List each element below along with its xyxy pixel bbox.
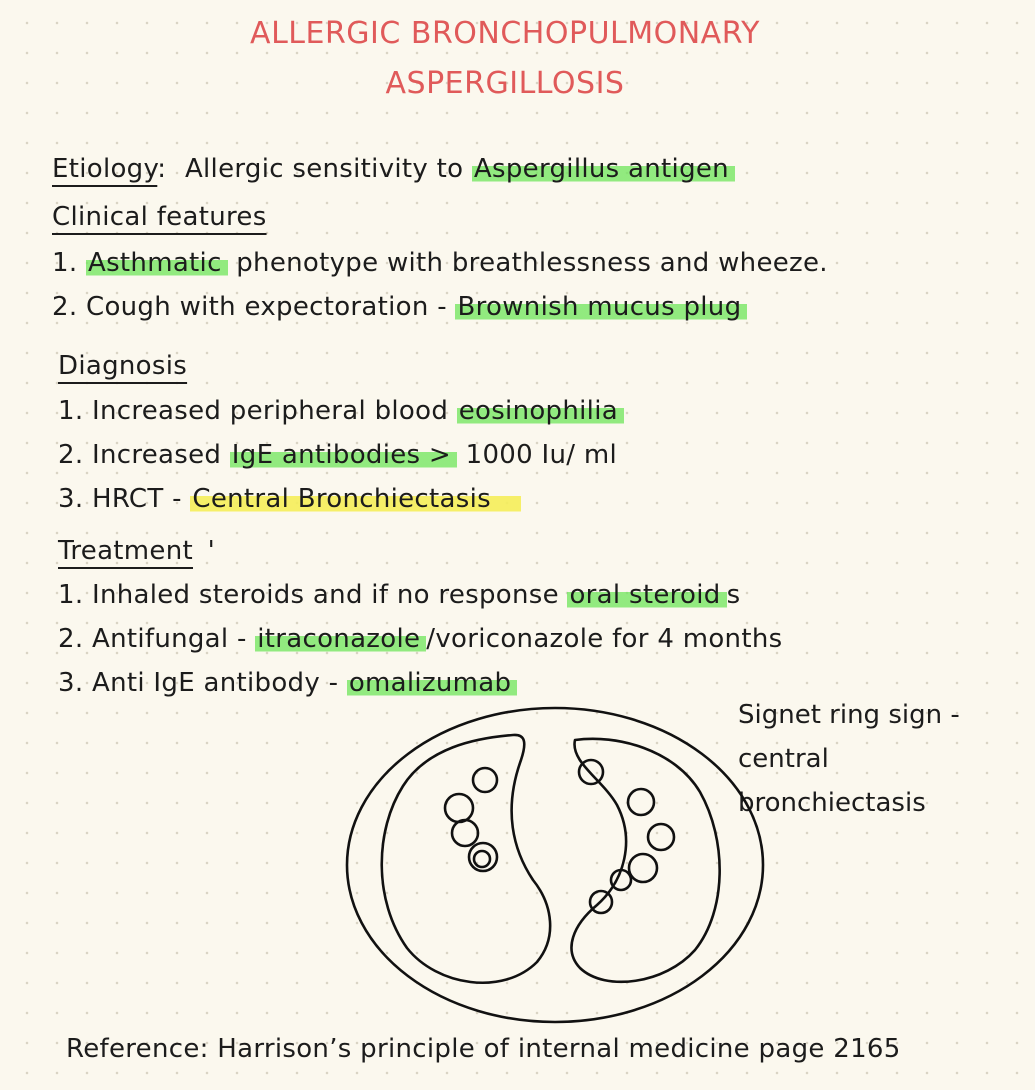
left-lung-outline bbox=[382, 735, 550, 983]
etiology-colon: : bbox=[157, 154, 167, 184]
diagnosis-item-2 bbox=[58, 440, 617, 470]
diagnosis-item-3 bbox=[58, 484, 521, 514]
diagnosis-item-2-text: Increased bbox=[91, 440, 230, 470]
clinical-item-1-text: phenotype with breathlessness and wheeze. bbox=[227, 248, 828, 278]
treatment-item-1-highlight: oral steroid bbox=[567, 580, 726, 610]
diagnosis-item-3-text: HRCT - bbox=[91, 484, 191, 514]
figure-caption-line-3: bronchiectasis bbox=[738, 788, 926, 818]
item-number: 2. bbox=[58, 624, 92, 654]
diagnosis-item-3-highlight: Central Bronchiectasis bbox=[190, 484, 521, 514]
treatment-item-3-text: Anti IgE antibody - bbox=[91, 668, 347, 698]
treatment-item-1-rest: s bbox=[726, 580, 741, 610]
bronchus-circle bbox=[473, 768, 497, 792]
clinical-item-2-highlight: Brownish mucus plug bbox=[455, 292, 747, 322]
bronchus-circle bbox=[648, 824, 674, 850]
etiology-label: Etiology bbox=[52, 154, 158, 184]
diagnosis-item-1-highlight: eosinophilia bbox=[457, 396, 624, 426]
etiology-text: Allergic sensitivity to bbox=[184, 154, 472, 184]
bronchus-circle bbox=[629, 854, 657, 882]
item-number: 1. bbox=[58, 396, 92, 426]
item-number: 3. bbox=[58, 484, 92, 514]
page-title: ALLERGIC BRONCHOPULMONARY bbox=[250, 16, 760, 51]
treatment-heading: Treatment bbox=[58, 536, 193, 566]
treatment-item-2 bbox=[58, 624, 782, 654]
bronchus-circle bbox=[452, 820, 478, 846]
reference-text: Reference: Harrison’s principle of internal medicine page 2165 bbox=[66, 1034, 901, 1064]
bronchus-circle bbox=[445, 794, 473, 822]
item-number: 1. bbox=[52, 248, 86, 278]
treatment-mark: ' bbox=[207, 536, 216, 566]
diagnosis-item-1 bbox=[58, 396, 624, 426]
treatment-item-1 bbox=[58, 580, 740, 610]
signet-ring-sign-drawing bbox=[335, 700, 775, 1030]
diagnosis-heading: Diagnosis bbox=[58, 351, 188, 381]
artery-circle bbox=[474, 851, 490, 867]
treatment-item-3-highlight: omalizumab bbox=[347, 668, 518, 698]
etiology-line bbox=[52, 154, 735, 184]
right-lung-outline bbox=[572, 739, 720, 982]
item-number: 2. bbox=[58, 440, 92, 470]
page-title-line-2: ASPERGILLOSIS bbox=[385, 66, 625, 101]
clinical-features-heading: Clinical features bbox=[52, 202, 267, 232]
clinical-item-1-highlight: Asthmatic bbox=[86, 248, 228, 278]
item-number: 3. bbox=[58, 668, 92, 698]
item-number: 1. bbox=[58, 580, 92, 610]
treatment-heading-row bbox=[58, 536, 215, 566]
clinical-item-2-text: Cough with expectoration - bbox=[85, 292, 456, 322]
figure-caption-line-1: Signet ring sign - bbox=[738, 700, 960, 730]
treatment-item-1-text: Inhaled steroids and if no response bbox=[91, 580, 568, 610]
treatment-item-2-highlight: itraconazole bbox=[255, 624, 426, 654]
clinical-item-1 bbox=[52, 248, 828, 278]
clinical-item-2 bbox=[52, 292, 747, 322]
chest-outline bbox=[347, 708, 763, 1022]
treatment-item-2-rest: /voriconazole for 4 months bbox=[426, 624, 783, 654]
diagnosis-item-1-text: Increased peripheral blood bbox=[91, 396, 457, 426]
diagnosis-item-2-rest: 1000 Iu/ ml bbox=[457, 440, 618, 470]
figure-caption-line-2: central bbox=[738, 744, 829, 774]
bronchus-circle bbox=[628, 789, 654, 815]
treatment-item-2-text: Antifungal - bbox=[91, 624, 256, 654]
etiology-highlight: Aspergillus antigen bbox=[472, 154, 735, 184]
treatment-item-3 bbox=[58, 668, 517, 698]
diagnosis-item-2-highlight: IgE antibodies > bbox=[230, 440, 457, 470]
item-number: 2. bbox=[52, 292, 86, 322]
left-bronchi-circles bbox=[445, 768, 497, 871]
